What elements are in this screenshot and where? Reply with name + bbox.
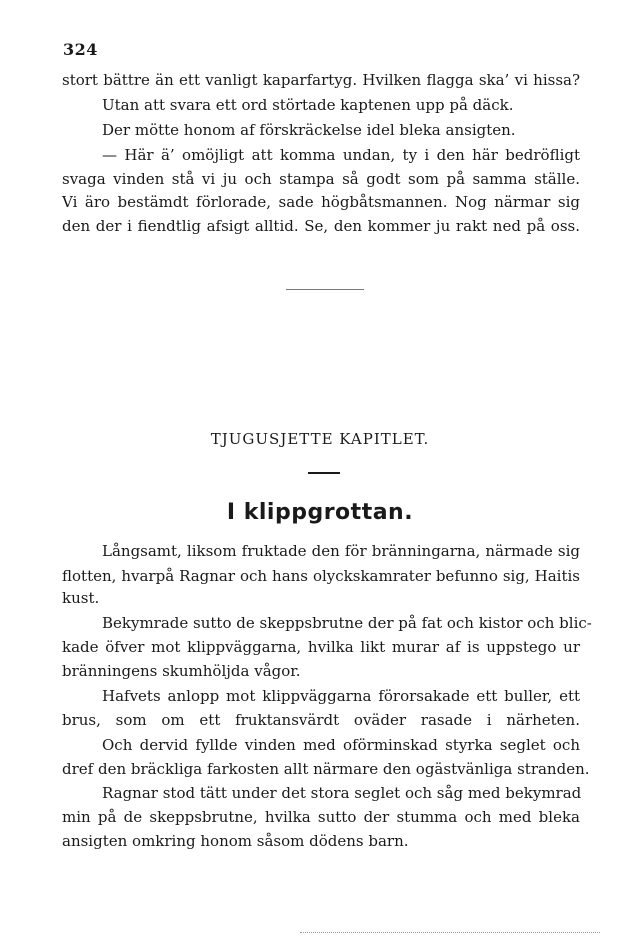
scan-edge-mark bbox=[300, 932, 600, 933]
text-line: svaga vinden stå vi ju och stampa så godt som på samma ställe. bbox=[62, 170, 580, 188]
text-line: Och dervid fyllde vinden med oförminskad styrka seglet och bbox=[102, 736, 580, 754]
text-line: kust. bbox=[62, 589, 100, 607]
text-line: — Här ä’ omöjligt att komma undan, ty i den här bedröfligt bbox=[102, 146, 580, 164]
chapter-heading: TJUGUSJETTE KAPITLET. bbox=[210, 430, 430, 448]
text-line: bränningens skumhöljda vågor. bbox=[62, 662, 301, 680]
text-line: brus, som om ett fruktansvärdt oväder rasade i närheten. bbox=[62, 711, 580, 729]
text-line: Utan att svara ett ord störtade kaptenen upp på däck. bbox=[102, 96, 514, 114]
text-line: ansigten omkring honom såsom dödens barn. bbox=[62, 832, 409, 850]
section-divider bbox=[286, 289, 364, 290]
text-line: kade öfver mot klippväggarna, hvilka likt murar af is uppstego ur bbox=[62, 638, 580, 656]
chapter-title: I klippgrottan. bbox=[226, 500, 414, 525]
chapter-rule bbox=[308, 472, 340, 474]
text-line: stort bättre än ett vanligt kaparfartyg. Hvilken flagga ska’ vi hissa? bbox=[62, 71, 580, 89]
text-line: flotten, hvarpå Ragnar och hans olyckskamrater befunno sig, Haitis bbox=[62, 567, 580, 585]
text-line: den der i fiendtlig afsigt alltid. Se, den kommer ju rakt ned på oss. bbox=[62, 217, 580, 235]
text-line: min på de skeppsbrutne, hvilka sutto der stumma och med bleka bbox=[62, 808, 580, 826]
text-line: Vi äro bestämdt förlorade, sade högbåtsmannen. Nog närmar sig bbox=[62, 193, 580, 211]
text-line: Der mötte honom af förskräckelse idel bleka ansigten. bbox=[102, 121, 516, 139]
text-line: Långsamt, liksom fruktade den för bränningarna, närmade sig bbox=[102, 542, 580, 560]
text-line: Ragnar stod tätt under det stora seglet och såg med bekymrad bbox=[102, 784, 582, 802]
text-line: Hafvets anlopp mot klippväggarna förorsakade ett buller, ett bbox=[102, 687, 580, 705]
text-line: Bekymrade sutto de skeppsbrutne der på fat och kistor och blic- bbox=[102, 614, 592, 632]
page-number: 324 bbox=[63, 40, 98, 59]
text-line: dref den bräckliga farkosten allt närmare den ogästvänliga stranden. bbox=[62, 760, 590, 778]
